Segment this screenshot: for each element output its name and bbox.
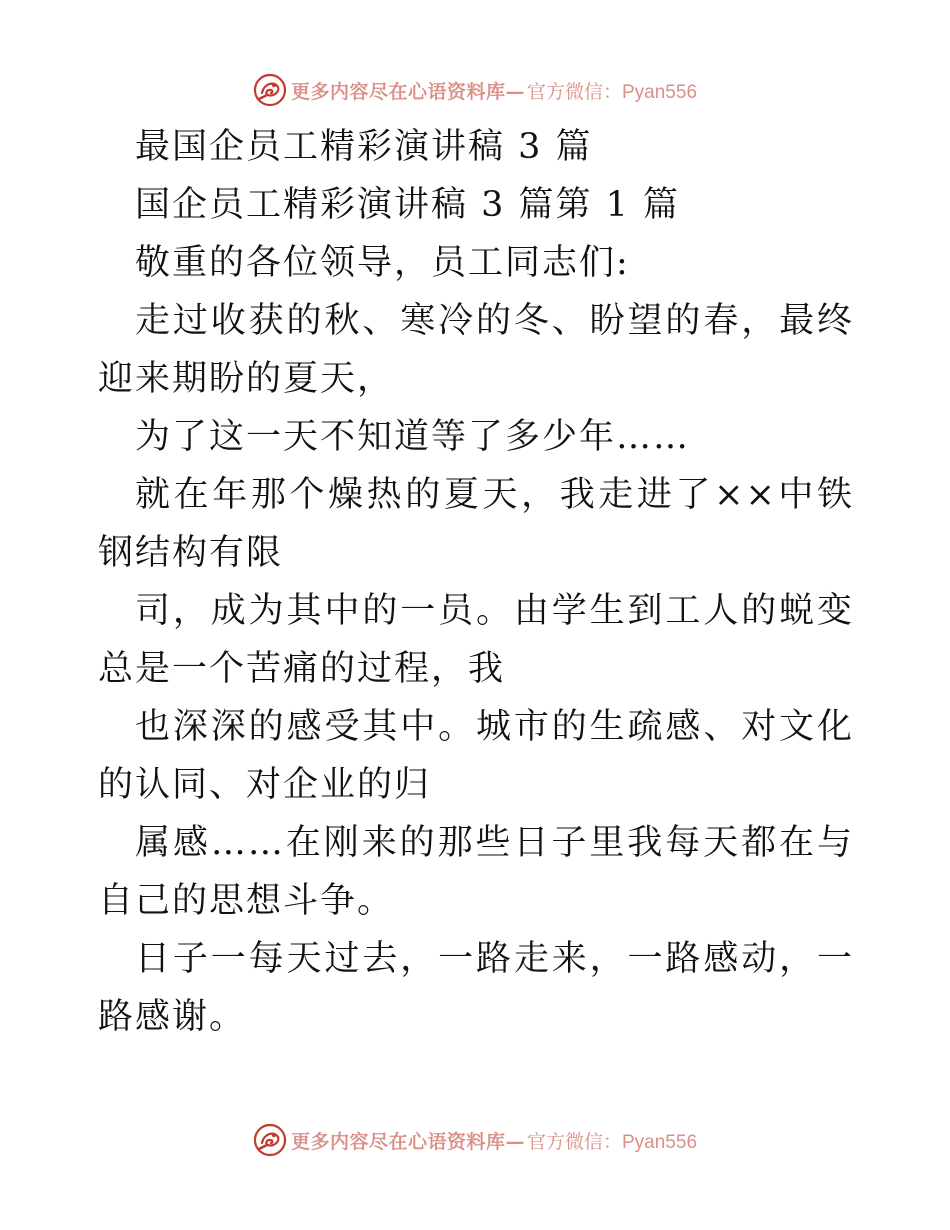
doc-paragraph: 走过收获的秋、寒冷的冬、盼望的春，最终迎来期盼的夏天， [98, 301, 854, 399]
doc-salutation: 敬重的各位领导，员工同志们: [135, 243, 630, 283]
doc-title: 最国企员工精彩演讲稿 3 篇 [135, 127, 593, 167]
doc-paragraph: 也深深的感受其中。城市的生疏感、对文化的认同、对企业的归 [98, 707, 854, 805]
doc-paragraph: 日子一每天过去，一路走来，一路感动，一路感谢。 [98, 939, 854, 1037]
doc-paragraph: 司，成为其中的一员。由学生到工人的蜕变总是一个苦痛的过程，我 [98, 591, 854, 689]
header-banner-contact: 官方微信：Pyan556 [527, 81, 698, 103]
header-banner [0, 70, 950, 110]
footer-banner [0, 1120, 950, 1160]
document-body [98, 118, 854, 1046]
doc-paragraph: 为了这一天不知道等了多少年…… [135, 417, 691, 457]
footer-banner-text: 更多内容尽在心语资料库— [290, 1130, 525, 1153]
red-rose-emblem-icon [253, 73, 287, 107]
footer-banner-contact: 官方微信：Pyan556 [527, 1131, 698, 1153]
header-banner-text: 更多内容尽在心语资料库— [290, 80, 525, 103]
doc-paragraph: 属感……在刚来的那些日子里我每天都在与自己的思想斗争。 [98, 823, 854, 921]
red-rose-emblem-icon [253, 1123, 287, 1157]
doc-subtitle: 国企员工精彩演讲稿 3 篇第 1 篇 [135, 185, 681, 225]
doc-paragraph: 就在年那个燥热的夏天，我走进了××中铁钢结构有限 [98, 475, 854, 573]
